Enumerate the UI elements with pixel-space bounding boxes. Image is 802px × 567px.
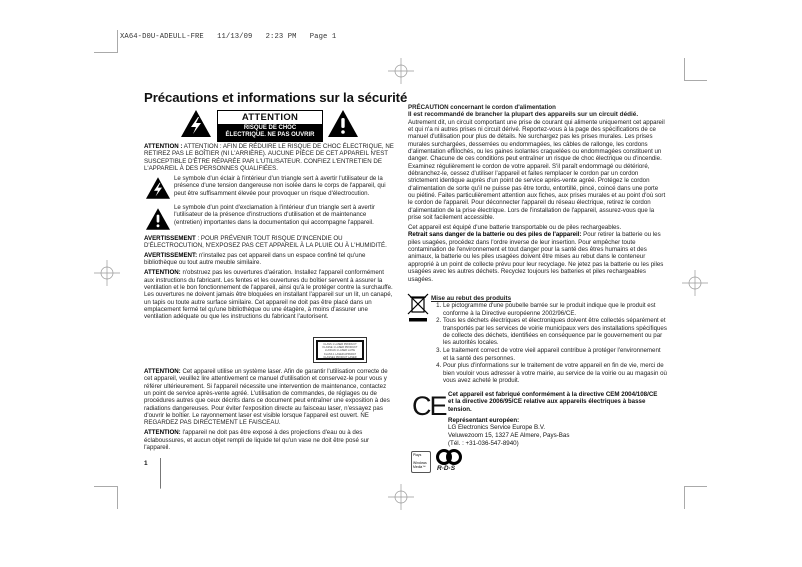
power-cord-emphasis: Il est recommandé de brancher la plupart des appareils sur un circuit dédié.: [408, 111, 639, 119]
right-column: [408, 104, 666, 283]
warning-paragraph-2: AVERTISSEMENT: n'installez pas cet appareil dans un espace confiné tel qu'une bibliothèque ou tout autre meuble similaire.: [144, 252, 366, 267]
exclamation-triangle-icon: [328, 110, 358, 137]
power-cord-heading: PRÉCAUTION concernant le cordon d'alimentation: [408, 104, 556, 111]
page-number-rule: [160, 458, 161, 488]
battery-paragraph: Cet appareil est équipé d'une batterie transportable ou de piles rechargeables. Retrait sans danger de la batterie ou des piles de l'appareil: Pour retirer la batterie ou les piles usagées, procédez dans l'ordre inverse de leur insertion. Pour empêcher toute contamination de l'environnement et tout danger pour la santé des êtres humains et des animaux, la batterie ou les piles usagées doivent être mises au rebut dans le conteneur approprié à un point de collecte prévu pour leur recyclage. Ne jetez pas la batterie ou les piles usagées avec les autres déchets. Recyclez toujours les batteries et piles rechargeables usagées.: [408, 224, 664, 283]
disposal-heading: Mise au rebut des produits: [431, 295, 512, 302]
disposal-item: 2. Tous les déchets électriques et électroniques doivent être collectés séparément et transportés par les services de voirie municipaux vers des installations spécifiques de collecte des déchets, identifiées en conséquence par le gouvernement ou par les autorités locales.: [443, 317, 667, 346]
rep-heading: Représentant européen:: [448, 416, 520, 424]
left-column-lower: [144, 368, 394, 454]
lightning-triangle-icon: [181, 110, 211, 137]
ce-mark-icon: CE: [412, 391, 446, 421]
left-column: [144, 143, 394, 323]
power-cord-text: Autrement dit, un circuit comportant une prise de courant qui alimente uniquement cet appareil et qui n'a ni autres prises ni circuit dérivé. Reportez-vous à la page des spécifications de ce manuel d'utilisation pour plus de détails. Ne surchargez pas les prises murales. Les prises murales surchargées, desserrées ou endommagées, les câbles de rallonge, les cordons d'alimentation effilochés, ou les gaines isolantes craquelées ou endommagées constituent un danger. Chacune de ces conditions peut entraîner un risque de choc électrique ou d'incendie. Examinez régulièrement le cordon de votre appareil. S'il paraît endommagé ou détérioré, débranchez-le, cessez d'utiliser l'appareil et faites remplacer le cordon par un cordon strictement identique auprès d'un point de service après-vente agréé. Protégez le cordon d'alimentation de sorte qu'il ne puisse pas être tordu, entortillé, pincé, coincé dans une porte ou piétiné. Faites particulièrement attention aux fiches, aux prises murales et au point d'où sort le cordon de l'appareil. Pour déconnecter l'appareil du réseau électrique, retirez le cordon d'alimentation de la prise électrique. Lors de l'installation de l'appareil, assurez-vous que la prise soit facilement accessible.: [408, 118, 666, 222]
windows-media-logo: Plays Windows Media™: [411, 451, 431, 473]
disposal-list: [431, 302, 667, 384]
disposal-item: 3. Le traitement correct de votre vieil appareil contribue à protéger l'environnement et la santé des personnes.: [443, 347, 667, 362]
lightning-triangle-small-icon: [146, 177, 170, 199]
attention-line-2: ÉLECTRIQUE. NE PAS OUVRIR: [225, 132, 315, 138]
registration-mark-top: [388, 58, 414, 84]
ce-section: [448, 391, 658, 447]
rep-phone: (Tél. : +31-036-547-8940): [448, 439, 519, 447]
disposal-item: 4. Pour plus d'informations sur le traitement de votre appareil en fin de vie, merci de bien vouloir vous adresser à votre mairie, au service de la voirie ou au magasin où vous avez acheté le produit.: [443, 362, 667, 384]
page-title: Précautions et informations sur la sécurité: [144, 90, 408, 105]
lightning-symbol-explanation: Le symbole d'un éclair à l'intérieur d'un triangle sert à avertir l'utilisateur de la présence d'une tension dangereuse non isolée dans le corps de l'appareil, qui peut être suffisamment élevée pour provoquer un risque d'électrocution.: [144, 175, 394, 201]
attention-paragraph-3: ATTENTION: Cet appareil utilise un système laser. Afin de garantir l'utilisation correcte de cet appareil, veuillez lire attentivement ce manuel d'utilisation et conservez-le pour vous y référer ultérieurement. Si l'appareil nécessite une intervention de maintenance, contactez un point de service après-vente agréé. L'utilisation de commandes, de réglages ou de procédures autres que ceux décrits dans ce document peut entraîner une exposition à des radiations dangereuses. Pour éviter l'exposition directe au faisceau laser, n'essayez pas d'ouvrir le boîtier. Le rayonnement laser est visible lorsque l'appareil est ouvert. NE REGARDEZ PAS DIRECTEMENT LE FAISCEAU.: [144, 368, 390, 427]
rep-address: Veluwezoom 15, 1327 AE Almere, Pays-Bas: [448, 432, 570, 440]
ce-compliance-text: Cet appareil est fabriqué conformément à la directive CEM 2004/108/CE et la directive 2006/95/CE relative aux appareils électriques à basse tension.: [448, 391, 658, 413]
warning-paragraph-1: AVERTISSEMENT : POUR PRÉVENIR TOUT RISQUE D'INCENDIE OU D'ÉLECTROCUTION, N'EXPOSEZ PAS CET APPAREIL À LA PLUIE OU À L'HUMIDITÉ.: [144, 234, 387, 250]
printer-slug: XA64-D0U-ADEULL-FRE 11/13/09 2:23 PM Page 1: [120, 33, 337, 41]
registration-mark-right: [682, 270, 708, 296]
laser-class-label: CLASS 1 LASER PRODUCT KLASSE 1 LASER PRODUKT LUOKAN 1 LASER LAITE KLASS 1 LASER APPARAT CLASSE1 PRODUIT LASER: [313, 337, 367, 363]
attention-paragraph-2: ATTENTION: n'obstruez pas les ouvertures d'aération. Installez l'appareil conformément aux instructions du fabricant. Les fentes et les ouvertures du boîtier servent à assurer la ventilation et le bon fonctionnement de l'appareil, ainsi qu'à le protéger contre la surchauffe. Les ouvertures ne doivent jamais être bloquées en installant l'appareil sur un lit, un canapé, un tapis ou toute autre surface similaire. Cet appareil ne doit pas être placé dans un emplacement fermé tel qu'une bibliothèque ou une étagère, à moins d'assurer une ventilation adéquate ou que les instructions du fabricant l'autorisent.: [144, 269, 393, 321]
attention-paragraph-4: ATTENTION: l'appareil ne doit pas être exposé à des projections d'eau ou à des éclaboussures, et aucun objet rempli de liquide tel qu'un vase ne doit être posé sur l'appareil.: [144, 429, 370, 452]
attention-label: [217, 110, 323, 142]
registration-mark-left: [94, 260, 120, 286]
disposal-item: 1. Le pictogramme d'une poubelle barrée sur le produit indique que le produit est conforme à la Directive européenne 2002/96/CE.: [443, 302, 667, 317]
attention-heading: ATTENTION: [241, 112, 299, 123]
crossed-bin-icon: [407, 292, 429, 322]
disposal-section: [431, 295, 667, 385]
page-number: 1: [144, 460, 148, 467]
exclamation-symbol-explanation: Le symbole d'un point d'exclamation à l'intérieur d'un triangle sert à avertir l'utilisateur de la présence d'instructions d'utilisation et de maintenance (entretien) importantes dans la documentation qui accompagne l'appareil.: [144, 204, 394, 232]
exclamation-triangle-small-icon: [146, 208, 170, 230]
rep-company: LG Electronics Service Europe B.V.: [448, 424, 546, 432]
attention-line-1: RISQUE DE CHOC: [243, 124, 297, 131]
registration-mark-bottom: [388, 484, 414, 510]
attention-paragraph-1: ATTENTION : ATTENTION : AFIN DE RÉDUIRE LE RISQUE DE CHOC ÉLECTRIQUE, NE RETIREZ PAS LE BOÎTIER (NI L'ARRIÈRE). AUCUNE PIÈCE DE CET APPAREIL N'EST SUSCEPTIBLE D'ÊTRE RÉPARÉE PAR L'UTILISATEUR. CONFIEZ L'ENTRETIEN DE L'APPAREIL À DES PERSONNES QUALIFIÉES.: [144, 143, 394, 173]
rds-logo-text: R·D·S: [437, 465, 456, 472]
rds-logo-icon: [436, 449, 462, 465]
